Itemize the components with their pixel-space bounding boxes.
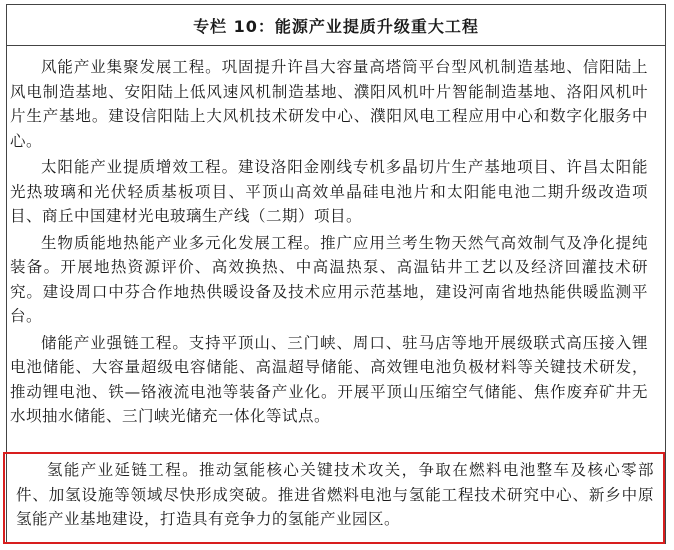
paragraph-solar-energy: 太阳能产业提质增效工程。建设洛阳金刚线专机多晶切片生产基地项目、许昌太阳能光热玻璃和光伏轻质基板项目、平顶山高效单晶硅电池片和太阳能电池二期升级改造项目、商丘中国建材光电玻璃生产线（二期）项目。 xyxy=(10,158,648,225)
highlighted-section xyxy=(16,458,654,534)
paragraph-wind-energy: 风能产业集聚发展工程。巩固提升许昌大容量高塔筒平台型风机制造基地、信阳陆上风电制造基地、安阳陆上低风速风机制造基地、濮阳风机叶片智能制造基地、洛阳风机叶片生产基地。建设信阳陆上大风机技术研发中心、濮阳风电工程应用中心和数字化服务中心。 xyxy=(10,58,648,150)
paragraph-energy-storage: 储能产业强链工程。支持平顶山、三门峡、周口、驻马店等地开展级联式高压接入锂电池储能、大容量超级电容储能、高温超导储能、高效锂电池负极材料等关键技术研发，推动锂电池、铁—铬液流电池等装备产业化。开展平顶山压缩空气储能、焦作废弃矿井无水坝抽水储能、三门峡光储充一体化等试点。 xyxy=(10,333,648,425)
paragraph-hydrogen-energy: 氢能产业延链工程。推动氢能核心关键技术攻关，争取在燃料电池整车及核心零部件、加氢设施等领域尽快形成突破。推进省燃料电池与氢能工程技术研究中心、新乡中原氢能产业基地建设，打造具有竞争力的氢能产业园区。 xyxy=(16,461,654,528)
paragraph-biomass-geothermal: 生物质能地热能产业多元化发展工程。推广应用兰考生物天然气高效制气及净化提纯装备。开展地热资源评价、高效换热、中高温热泵、高温钻井工艺以及经济回灌技术研究。建设周口中芬合作地热供暖设备及技术应用示范基地，建设河南省地热能供暖监测平台。 xyxy=(10,233,648,325)
column-content xyxy=(10,55,648,431)
column-title: 专栏 10：能源产业提质升级重大工程 xyxy=(7,5,665,46)
